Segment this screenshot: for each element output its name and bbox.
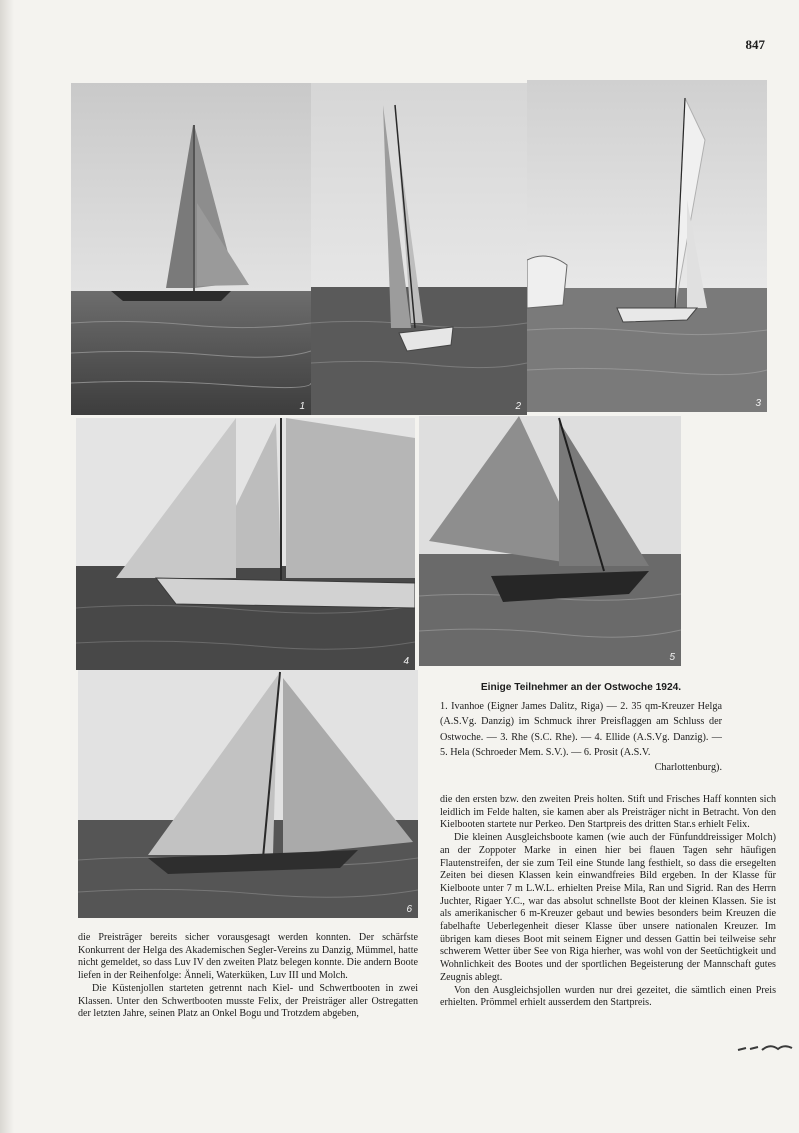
paragraph: Von den Ausgleichsjollen wurden nur drei gezeitet, die sämtlich einen Preis erhielten. Prömmel erhielt ausserdem den Startpreis. — [440, 984, 776, 1009]
paragraph: Die Küstenjollen starteten getrennt nach Kiel- und Schwertbooten in zwei Klassen. Unter den Schwertbooten musste Felix, der Preisträger aller Ostregatten der letzten Jahre, seinen Platz an Onkel Bogu und Trotzdem abgeben, — [78, 982, 418, 1020]
caption-title: Einige Teilnehmer an der Ostwoche 1924. — [480, 682, 682, 693]
library-stamp — [736, 1041, 794, 1053]
page-edge — [0, 0, 14, 1133]
paragraph: die den ersten bzw. den zweiten Preis holten. Stift und Frisches Haff konnten sich leidlich im Felde halten, sie kamen aber als Preisträger nicht in Betracht. Von den Kielbooten startete nur Perkeo. Den Startpreis des dritten Star.s erhielt Felix. — [440, 794, 776, 831]
photo-number: 2 — [515, 401, 521, 412]
photo-rhe — [527, 80, 767, 412]
caption-body-text: 1. Ivanhoe (Eigner James Dalitz, Riga) — 2. 35 qm-Kreuzer Helga (A.S.Vg. Danzig) im Schmuck ihrer Preisflaggen am Schluss der Ostwoche. — 3. Rhe (S.C. Rhe). — 4. Ellide (A.S.Vg. Danzig). — 5. Hela (Schroeder Mem. S.V.). — 6. Prosit (A.S.V. — [440, 701, 722, 758]
article-column-left — [78, 932, 418, 1021]
photo-hela — [419, 416, 681, 666]
photo-number: 1 — [299, 401, 305, 412]
photo-helga — [311, 83, 527, 415]
paragraph: die Preisträger bereits sicher vorausgesagt werden konnten. Der schärfste Konkurrent der Helga des Akademischen Segler-Vereins zu Danzig, Mümmel, hatte nicht gemeldet, so dass Luv IV den zweiten Platz belegen konnte. Die andern Boote liefen in der Reihenfolge: Änneli, Waterküken, Luv III und Molch. — [78, 932, 418, 982]
photo-number: 3 — [755, 398, 761, 409]
caption-body — [440, 699, 722, 775]
photo-prosit — [78, 670, 418, 918]
photo-number: 4 — [403, 656, 409, 667]
photo-ellide — [76, 418, 415, 670]
paragraph: Die kleinen Ausgleichsboote kamen (wie auch der Fünfunddreissiger Molch) an der Zoppoter Marke in einen hier bei flauen Tagen sehr häufigen Flautenstreifen, der sie zum Teil eine Stunde lang festhielt, so dass die ersegelten Zeiten bei diesen Klassen kein einwandfreies Bild ergeben. In der Klasse für Kielboote unter 7 m L.W.L. erhielten Preise Mila, Ran und Sigrid. Ran des Herrn Juchter, Rigaer Y.C., war das absolut schnellste Boot der kleinen Klassen. Sie ist als amerikanischer 6 m-Kreuzer gebaut und bewies besonders beim Kreuzen die fabelhafte Ueberlegenheit dieser Klasse über unsere nationalen Kreuzer. Im übrigen kam dieses Boot mit seinem Eigner und dessen Gattin bei teilweise sehr schwerem Wetter über See von Riga hierher, was wohl von der Seetüchtigkeit und Wohnlichkeit des Bootes und der sportlichen Begeisterung der Mannschaft gutes Zeugnis ablegt. — [440, 832, 776, 983]
photo-ivanhoe — [71, 83, 311, 415]
article-column-right — [440, 794, 776, 1010]
page-number: 847 — [745, 37, 765, 52]
photo-number: 5 — [669, 652, 675, 663]
photo-number: 6 — [406, 904, 412, 915]
caption-body-tail: Charlottenburg). — [654, 762, 722, 774]
photo-caption — [440, 680, 722, 775]
